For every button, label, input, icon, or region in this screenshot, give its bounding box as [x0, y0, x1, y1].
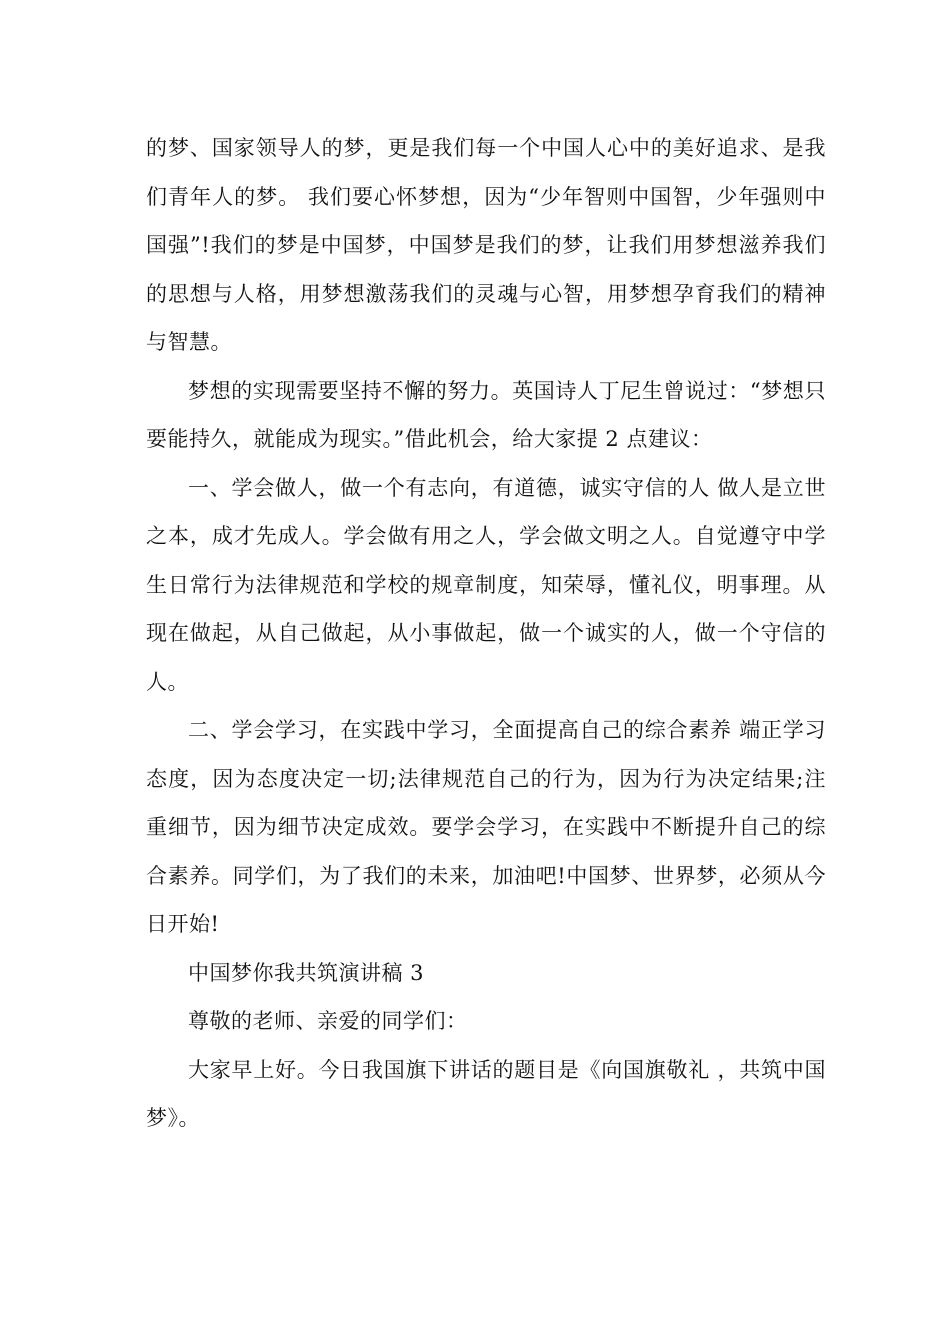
paragraph-2: 梦想的实现需要坚持不懈的努力。英国诗人丁尼生曾说过：“梦想只要能持久，就能成为现实。”借此机会，给大家提 2 点建议：	[146, 378, 826, 451]
document-body	[146, 124, 826, 1143]
salutation: 尊敬的老师、亲爱的同学们：	[188, 1009, 468, 1033]
paragraph-3: 一、学会做人，做一个有志向，有道德，诚实守信的人 做人是立世之本，成才先成人。学会做有用之人，学会做文明之人。自觉遵守中学生日常行为法律规范和学校的规章制度，知荣辱，懂礼仪，明事理。从现在做起，从自己做起，从小事做起，做一个诚实的人，做一个守信的人。	[146, 475, 826, 694]
section-title: 中国梦你我共筑演讲稿 3	[188, 960, 425, 985]
paragraph-greeting: 大家早上好。今日我国旗下讲话的题目是《向国旗敬礼 ，共筑中国梦》。	[146, 1057, 826, 1130]
paragraph-4: 二、学会学习，在实践中学习，全面提高自己的综合素养 端正学习态度，因为态度决定一切;法律规范自己的行为，因为行为决定结果;注重细节，因为细节决定成效。要学会学习，在实践中不断提升自己的综合素养。同学们，为了我们的未来，加油吧!中国梦、世界梦，必须从今日开始!	[146, 718, 826, 936]
paragraph-1: 的梦、国家领导人的梦，更是我们每一个中国人心中的美好追求、是我们青年人的梦。 我们要心怀梦想，因为“少年智则中国智，少年强则中国强”!我们的梦是中国梦，中国梦是我们的梦，让我们用梦想滋养我们的思想与人格，用梦想激荡我们的灵魂与心智，用梦想孕育我们的精神与智慧。	[146, 136, 826, 354]
